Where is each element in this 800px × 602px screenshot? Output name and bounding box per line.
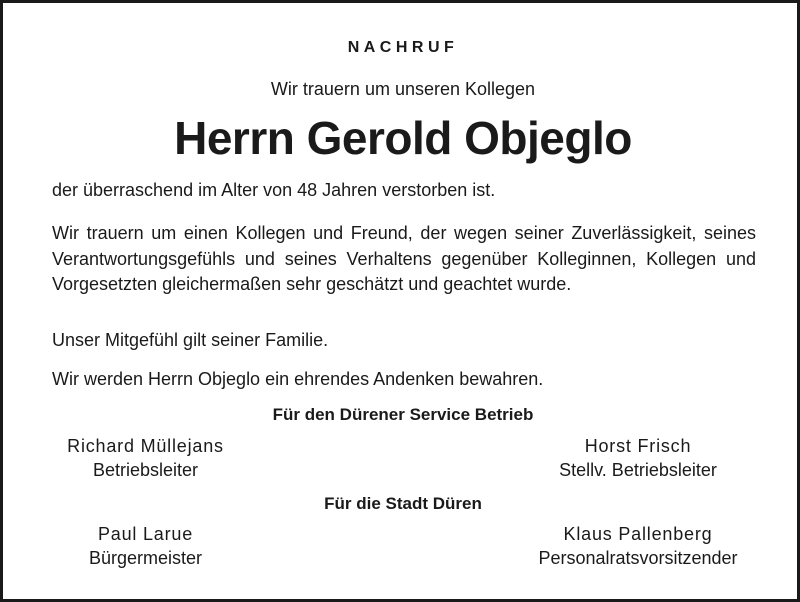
signatory-name: Klaus Pallenberg xyxy=(563,524,713,544)
notice-subtitle: Wir trauern um unseren Kollegen xyxy=(270,79,536,99)
signature-left-city xyxy=(43,522,248,570)
signatory-name: Paul Larue xyxy=(97,524,194,544)
signatory-title: Personalratsvorsitzender xyxy=(538,548,738,568)
signature-right-service xyxy=(523,434,753,482)
signatory-title: Bürgermeister xyxy=(88,548,203,568)
paragraph-sympathy: Unser Mitgefühl gilt seiner Familie. xyxy=(52,330,329,350)
signatory-title: Betriebsleiter xyxy=(92,460,199,480)
paragraph-remembrance: Wir werden Herrn Objeglo ein ehrendes Andenken bewahren. xyxy=(52,369,544,389)
notice-heading: NACHRUF xyxy=(347,39,459,56)
signature-group-heading-city: Für die Stadt Düren xyxy=(324,494,482,513)
signature-group-heading-service: Für den Dürener Service Betrieb xyxy=(272,405,534,424)
signatory-title: Stellv. Betriebsleiter xyxy=(559,460,717,480)
deceased-name: Herrn Gerold Objeglo xyxy=(174,112,632,164)
signature-right-city xyxy=(508,522,768,570)
signatory-name: Richard Müllejans xyxy=(67,436,224,456)
paragraph-tribute: Wir trauern um einen Kollegen und Freund, der wegen seiner Zuverlässigkeit, seines Verantwortungsgefühls und seines Verhaltens gegenüber Kolleginnen, Kollegen und Vorgesetzten gleichermaßen sehr geschätzt und geachtet wurde. xyxy=(52,223,756,294)
signatory-name: Horst Frisch xyxy=(584,436,692,456)
signature-left-service xyxy=(43,434,248,482)
paragraph-age: der überraschend im Alter von 48 Jahren verstorben ist. xyxy=(52,180,496,200)
